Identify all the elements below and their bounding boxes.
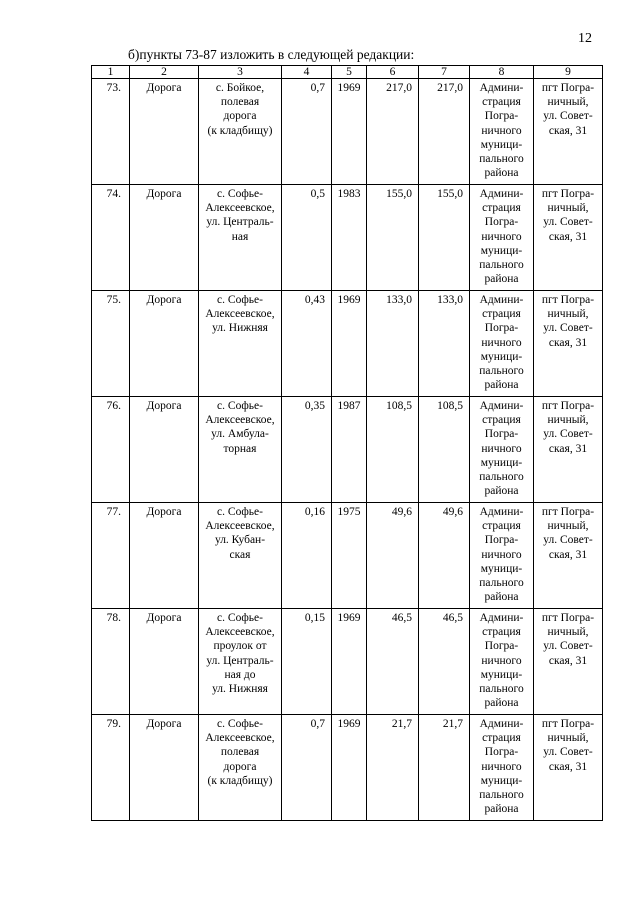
owner-location: [534, 609, 603, 715]
item-number: 79.: [92, 715, 130, 821]
owner-location-line: ская, 31: [548, 760, 588, 773]
object-type: Дорога: [130, 79, 199, 185]
owner-location-line: пгт Погра-: [541, 188, 595, 200]
owner-organization-line: пального: [479, 259, 524, 272]
owner-location-line: ул. Совет-: [543, 640, 593, 653]
owner-organization-line: Админи-: [479, 400, 524, 412]
length-value: 0,16: [282, 503, 332, 609]
header-cell: 3: [199, 66, 282, 79]
object-address: [199, 397, 282, 503]
owner-organization: [470, 79, 534, 185]
owner-organization-line: ничного: [481, 230, 522, 243]
owner-organization-line: пального: [479, 471, 524, 484]
object-address-line: с. Бойкое,: [215, 82, 265, 94]
value-col6: 108,5: [367, 397, 419, 503]
owner-organization: [470, 291, 534, 397]
value-col6: 46,5: [367, 609, 419, 715]
owner-organization-line: ничного: [481, 760, 522, 773]
object-address: [199, 715, 282, 821]
owner-location-line: пгт Погра-: [541, 82, 595, 94]
year-value: 1969: [332, 609, 367, 715]
table-row: [92, 291, 603, 397]
object-address-line: ная до: [224, 668, 256, 681]
owner-location-line: ская, 31: [548, 654, 588, 667]
owner-location-line: ничный,: [547, 414, 589, 427]
table-row: [92, 79, 603, 185]
owner-organization-line: муници-: [480, 138, 523, 151]
object-address-line: Алексеевское,: [205, 202, 275, 215]
owner-organization: [470, 185, 534, 291]
owner-location: [534, 715, 603, 821]
object-address-line: Алексеевское,: [205, 308, 275, 321]
length-value: 0,7: [282, 79, 332, 185]
owner-location-line: ул. Совет-: [543, 428, 593, 441]
header-cell: 9: [534, 66, 603, 79]
object-address: [199, 291, 282, 397]
object-type: Дорога: [130, 185, 199, 291]
owner-organization-line: Погра-: [484, 640, 519, 653]
owner-organization-line: муници-: [480, 456, 523, 469]
header-cell: 5: [332, 66, 367, 79]
length-value: 0,43: [282, 291, 332, 397]
table-row: [92, 185, 603, 291]
value-col6: 133,0: [367, 291, 419, 397]
table-row: [92, 609, 603, 715]
object-address-line: дорога: [223, 760, 257, 773]
owner-organization-line: пального: [479, 365, 524, 378]
object-address-line: полевая: [220, 96, 260, 109]
length-value: 0,5: [282, 185, 332, 291]
owner-organization-line: страция: [482, 96, 521, 109]
owner-organization-line: пального: [479, 153, 524, 166]
length-value: 0,35: [282, 397, 332, 503]
table-row: [92, 715, 603, 821]
property-table: [91, 65, 603, 821]
object-address-line: с. Софье-: [217, 188, 263, 200]
owner-location: [534, 79, 603, 185]
table-header-row: [92, 66, 603, 79]
object-address: [199, 503, 282, 609]
object-type: Дорога: [130, 503, 199, 609]
owner-organization-line: Погра-: [484, 534, 519, 547]
owner-location-line: ничный,: [547, 626, 589, 639]
header-cell: 4: [282, 66, 332, 79]
owner-organization-line: страция: [482, 626, 521, 639]
owner-location: [534, 503, 603, 609]
owner-organization-line: страция: [482, 732, 521, 745]
owner-location-line: ул. Совет-: [543, 322, 593, 335]
object-address-line: с. Софье-: [217, 294, 263, 306]
owner-organization: [470, 609, 534, 715]
object-type: Дорога: [130, 291, 199, 397]
owner-location-line: ничный,: [547, 96, 589, 109]
item-number: 74.: [92, 185, 130, 291]
value-col6: 49,6: [367, 503, 419, 609]
owner-location-line: ская, 31: [548, 124, 588, 137]
object-address-line: с. Софье-: [217, 506, 263, 518]
owner-location-line: пгт Погра-: [541, 718, 595, 730]
owner-location-line: ул. Совет-: [543, 534, 593, 547]
owner-location-line: ская, 31: [548, 230, 588, 243]
owner-organization-line: страция: [482, 308, 521, 321]
owner-organization-line: района: [484, 485, 519, 498]
object-address-line: Алексеевское,: [205, 626, 275, 639]
owner-organization-line: страция: [482, 202, 521, 215]
owner-organization-line: ничного: [481, 654, 522, 667]
value-col7: 155,0: [419, 185, 470, 291]
owner-organization: [470, 397, 534, 503]
item-number: 75.: [92, 291, 130, 397]
owner-organization-line: района: [484, 273, 519, 286]
object-address-line: Алексеевское,: [205, 520, 275, 533]
header-cell: 7: [419, 66, 470, 79]
year-value: 1969: [332, 79, 367, 185]
owner-organization-line: района: [484, 167, 519, 180]
owner-organization-line: муници-: [480, 244, 523, 257]
owner-location-line: пгт Погра-: [541, 400, 595, 412]
object-address-line: полевая: [220, 746, 260, 759]
item-number: 78.: [92, 609, 130, 715]
object-address-line: с. Софье-: [217, 400, 263, 412]
owner-location-line: пгт Погра-: [541, 612, 595, 624]
owner-organization: [470, 503, 534, 609]
owner-location-line: пгт Погра-: [541, 506, 595, 518]
length-value: 0,15: [282, 609, 332, 715]
owner-organization-line: Админи-: [479, 718, 524, 730]
owner-location-line: ничный,: [547, 732, 589, 745]
owner-organization-line: района: [484, 803, 519, 816]
item-number: 77.: [92, 503, 130, 609]
owner-organization-line: ничного: [481, 336, 522, 349]
owner-location-line: ничный,: [547, 202, 589, 215]
owner-organization-line: Админи-: [479, 506, 524, 518]
owner-location-line: ул. Совет-: [543, 110, 593, 123]
object-address-line: дорога: [223, 110, 257, 123]
header-cell: 2: [130, 66, 199, 79]
value-col7: 217,0: [419, 79, 470, 185]
owner-organization-line: Админи-: [479, 612, 524, 624]
value-col7: 49,6: [419, 503, 470, 609]
owner-organization-line: Погра-: [484, 746, 519, 759]
object-address-line: Алексеевское,: [205, 732, 275, 745]
owner-location-line: ул. Совет-: [543, 216, 593, 229]
owner-location-line: ская, 31: [548, 442, 588, 455]
owner-location-line: ская, 31: [548, 548, 588, 561]
object-address-line: ул. Кубан-: [214, 534, 266, 547]
object-address: [199, 79, 282, 185]
year-value: 1969: [332, 715, 367, 821]
year-value: 1969: [332, 291, 367, 397]
object-address: [199, 609, 282, 715]
object-address-line: ул. Амбула-: [211, 428, 269, 441]
object-type: Дорога: [130, 609, 199, 715]
owner-organization-line: ничного: [481, 442, 522, 455]
object-address-line: проулок от: [213, 640, 267, 653]
item-number: 76.: [92, 397, 130, 503]
value-col7: 21,7: [419, 715, 470, 821]
owner-organization-line: Погра-: [484, 322, 519, 335]
object-address-line: ул. Централь-: [206, 654, 274, 667]
value-col7: 133,0: [419, 291, 470, 397]
amendment-intro: б)пункты 73-87 изложить в следующей редакции:: [128, 47, 415, 62]
owner-organization-line: района: [484, 591, 519, 604]
owner-organization-line: ничного: [481, 124, 522, 137]
object-address-line: (к кладбищу): [207, 124, 273, 137]
owner-organization-line: пального: [479, 789, 524, 802]
object-address-line: Алексеевское,: [205, 414, 275, 427]
owner-location: [534, 291, 603, 397]
owner-organization-line: Админи-: [479, 188, 524, 200]
owner-organization-line: муници-: [480, 668, 523, 681]
owner-organization-line: Админи-: [479, 82, 524, 94]
owner-organization-line: района: [484, 697, 519, 710]
owner-organization-line: пального: [479, 683, 524, 696]
object-address-line: с. Софье-: [217, 718, 263, 730]
value-col6: 21,7: [367, 715, 419, 821]
object-address: [199, 185, 282, 291]
owner-organization: [470, 715, 534, 821]
value-col6: 155,0: [367, 185, 419, 291]
object-address-line: ул. Централь-: [206, 216, 274, 229]
object-address-line: ул. Нижняя: [212, 683, 268, 696]
item-number: 73.: [92, 79, 130, 185]
value-col7: 46,5: [419, 609, 470, 715]
year-value: 1983: [332, 185, 367, 291]
value-col6: 217,0: [367, 79, 419, 185]
owner-organization-line: ничного: [481, 548, 522, 561]
object-address-line: ная: [231, 230, 249, 243]
owner-organization-line: Админи-: [479, 294, 524, 306]
header-cell: 1: [92, 66, 130, 79]
object-address-line: ул. Нижняя: [212, 322, 268, 335]
owner-organization-line: муници-: [480, 562, 523, 575]
object-address-line: торная: [223, 442, 257, 455]
header-cell: 8: [470, 66, 534, 79]
owner-organization-line: Погра-: [484, 110, 519, 123]
owner-location: [534, 185, 603, 291]
owner-organization-line: муници-: [480, 774, 523, 787]
owner-organization-line: Погра-: [484, 428, 519, 441]
owner-location-line: ничный,: [547, 520, 589, 533]
owner-location-line: ул. Совет-: [543, 746, 593, 759]
object-address-line: с. Софье-: [217, 612, 263, 624]
owner-organization-line: Погра-: [484, 216, 519, 229]
object-type: Дорога: [130, 397, 199, 503]
page-number: 12: [578, 31, 592, 46]
object-address-line: ская: [229, 548, 251, 561]
table-row: [92, 397, 603, 503]
object-type: Дорога: [130, 715, 199, 821]
owner-location-line: пгт Погра-: [541, 294, 595, 306]
value-col7: 108,5: [419, 397, 470, 503]
owner-organization-line: муници-: [480, 350, 523, 363]
owner-organization-line: страция: [482, 414, 521, 427]
owner-location-line: ская, 31: [548, 336, 588, 349]
table-row: [92, 503, 603, 609]
year-value: 1975: [332, 503, 367, 609]
owner-organization-line: страция: [482, 520, 521, 533]
year-value: 1987: [332, 397, 367, 503]
owner-organization-line: района: [484, 379, 519, 392]
owner-organization-line: пального: [479, 577, 524, 590]
object-address-line: (к кладбищу): [207, 774, 273, 787]
owner-location-line: ничный,: [547, 308, 589, 321]
header-cell: 6: [367, 66, 419, 79]
owner-location: [534, 397, 603, 503]
length-value: 0,7: [282, 715, 332, 821]
